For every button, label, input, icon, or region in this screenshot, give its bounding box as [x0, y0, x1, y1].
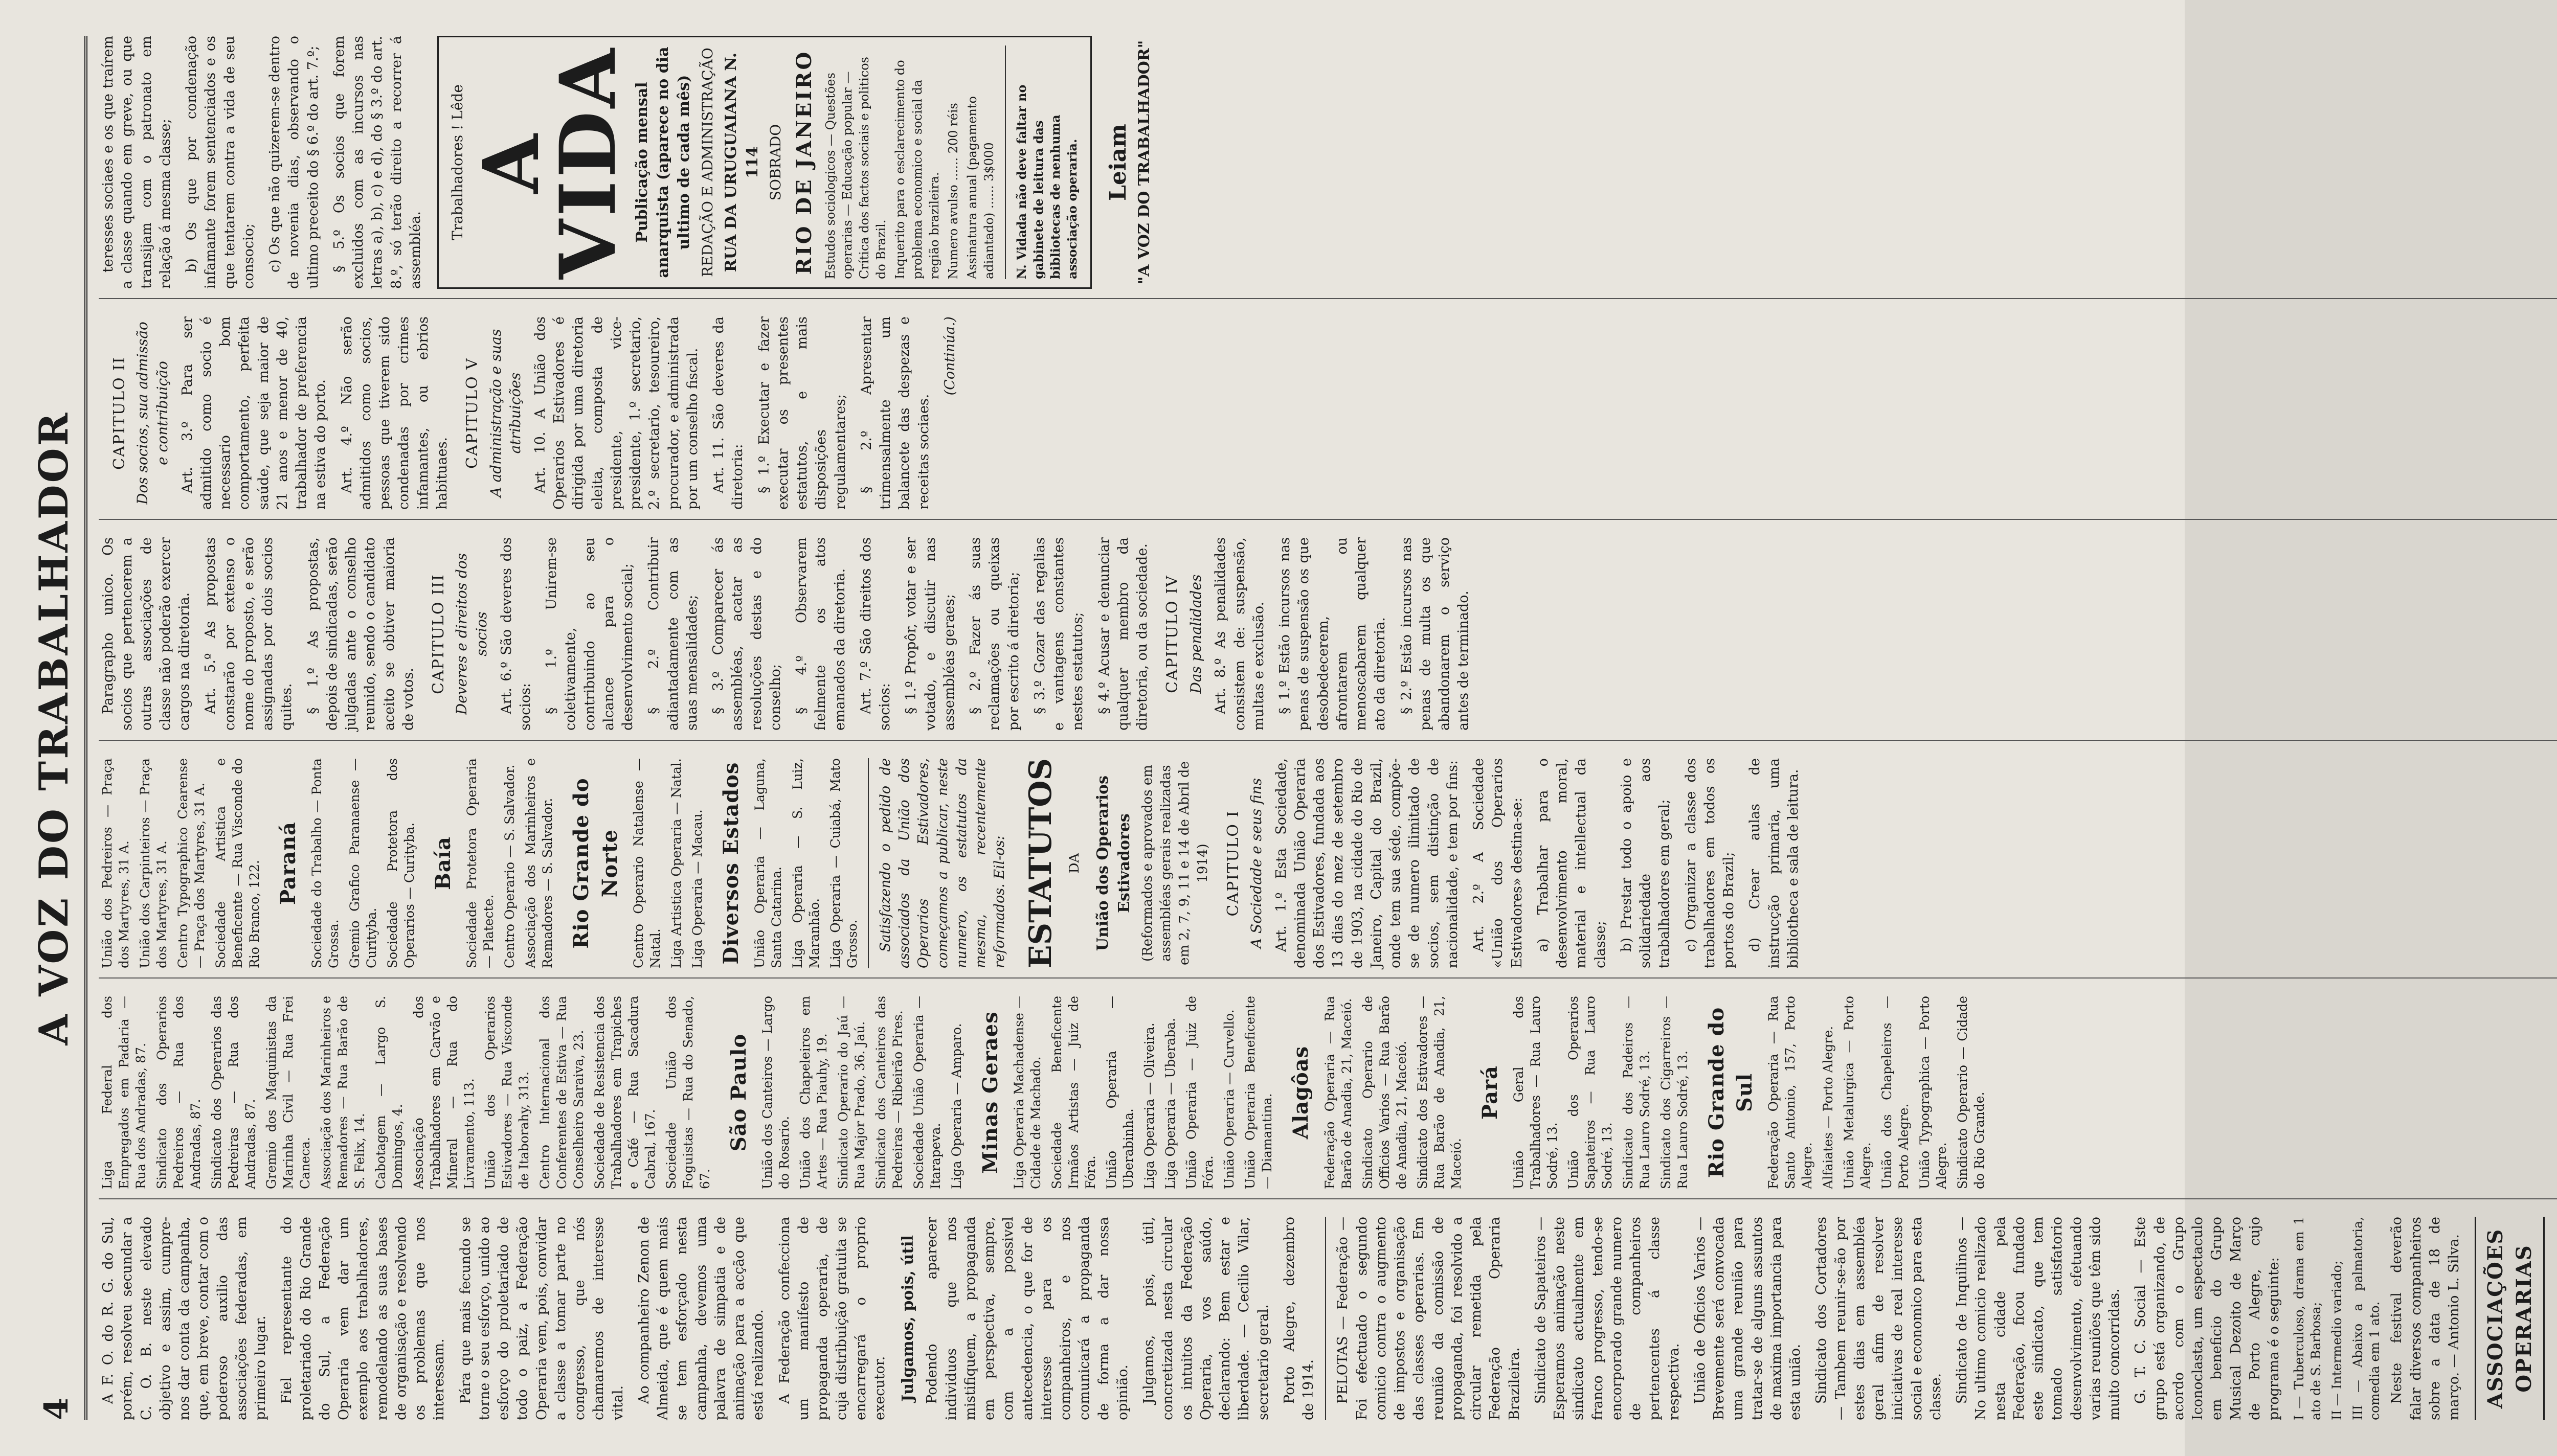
association-item: Liga Operaria Machadense — Cidade de Machado. [1012, 995, 1044, 1189]
paragraph: Sindicato dos Cortadores — Tambem reunir-se-ão por estes dias em assembléa geral afim de resolver iniciativas de real interesse social e economico para esta classe. [1813, 1216, 1944, 1420]
ad-tagline: Trabalhadores ! Lêde [449, 84, 466, 240]
ad-city: RIO DE JANEIRO [792, 50, 816, 275]
association-item: Centro Operario — S. Salvador. [502, 764, 518, 968]
statute-connector: DA [1067, 853, 1083, 874]
chapter-title: Dos socios, sua admissão e contribuição [134, 322, 171, 505]
article: § 2.º Apresentar trimensalmente um balancete das despezas e receitas sociaes. [858, 316, 932, 510]
association-item: Sindicato dos Operarios das Pedreiras — Rua dos Andradas, 87. [209, 995, 258, 1189]
region-heading: São Paulo [727, 1033, 751, 1152]
article: c) Organizar a classe dos trabalhadores em todos os portos do Brazil; [1683, 758, 1737, 968]
region-heading: Alagôas [1289, 1045, 1313, 1140]
paragraph: Podendo aparecer individuos que nos mistifiquem, a propaganda em perspectiva, sempre, com a possivel antecedencia, o que for de interesse para os companheiros, e nos comunicará a propaganda de forma a dar nossa opinião. [924, 1216, 1131, 1420]
article: § 1.º Executar e fazer executar os presentes estatutos, e mais disposições regulamentares; [756, 316, 848, 510]
region-heading: Rio Grande do Norte [569, 778, 622, 949]
ad-footer: N. Vidada não deve faltar no gabinete de leitura das bibliotecas de nenhuma associação operaria. [1014, 84, 1080, 280]
association-item: União dos Carpinteiros — Praça dos Martyres, 31 A. [138, 758, 169, 968]
chapter-heading: CAPITULO I [1224, 810, 1242, 917]
association-item: Federação Operaria — Rua Barão de Anadia, 21, Maceió. [1322, 995, 1354, 1189]
paragraph: Pára que mais fecundo se torne o seu esforço, unido ao esforço do proletariado de todo o paiz, a Federação Operaria vem, pois, convidar a classe a tomar parte no congresso, que nós chamaremos de interesse vital. [457, 1216, 626, 1420]
article-columns [99, 36, 2536, 1420]
chapter-heading: CAPITULO V [463, 357, 482, 469]
association-item: Sindicato dos Estivadores — Rua Barão de Anadia, 21, Maceió. [1415, 995, 1464, 1189]
statute-organization: União dos Operarios Estivadores [1094, 775, 1133, 951]
association-item: Gremio dos Maquinistas da Marinha Civil — Rua Frei Caneca. [264, 995, 312, 1189]
ad-sobrado: SOBRADO [767, 124, 784, 201]
association-item: União Operaria — Juiz de Fóra. [1184, 995, 1216, 1189]
chapter-title: Das penalidades [1187, 574, 1204, 694]
association-item: Sindicato Operario de Officios Varios — Rua Barão de Anadia, 21, Maceió. [1360, 995, 1409, 1189]
association-item: Sociedade Artistica e Beneficente — Rua Visconde do Rio Branco, 122. [213, 758, 262, 968]
paragraph: Sindicato de Inquilinos — No ultimo comicio realizado nesta cidade pela Federação, ficou fundado este sindicato, que tem tomado satisfatorio desenvolvimento, efetuando varias reuniões que têm sido muito concorridas. [1954, 1216, 2123, 1420]
article: Art. 8.º As penalidades consistem de: suspensão, multas e exclusão. [1213, 537, 1267, 731]
association-item: Liga Artistica Operaria — Natal. [668, 758, 684, 968]
leiam-heading: Leiam [1105, 124, 1131, 201]
continued-note: (Continúa.) [941, 316, 958, 396]
association-item: União Operaria — Uberabinha. [1104, 995, 1136, 1189]
association-item: Liga Operaria — Amparo. [949, 1023, 965, 1189]
association-item: Sindicato dos Cigarreiros — Rua Lauro Sodré, 13. [1658, 995, 1690, 1189]
association-item: Liga Federal dos Empregados em Padaria — Rua dos Andradas, 87. [100, 995, 148, 1189]
association-item: Sociedade Protetora dos Operarios — Curityba. [385, 758, 417, 968]
dateline: Porto Alegre, dezembro de 1914. [1281, 1216, 1317, 1420]
association-item: Sociedade União Operaria — Itarapeva. [911, 995, 944, 1189]
region-heading: Minas Geraes [978, 1011, 1003, 1174]
association-item: Associação dos Marinheiros e Remadores — Rua Barão de S. Felix, 14. [319, 995, 367, 1189]
newspaper-title: A VOZ DO TRABALHADOR [31, 411, 77, 1045]
divider [1325, 1217, 1326, 1420]
association-item: União Geral dos Trabalhadores — Rua Lauro Sodré, 13. [1511, 995, 1560, 1189]
article: § 1.º Unirem-se coletivamente, contribuindo ao seu alcance para o desenvolvimento social; [544, 537, 636, 731]
paragraph: G. T. C. Social — Este grupo está organizando, de acordo com o Grupo Iconoclasta, um espectaculo em beneficio do Grupo Musical Dezoito de Março de Porto Alegre, cujo programa é o seguinte: [2133, 1216, 2282, 1420]
association-item: União dos Chapeleiros em Artes — Rua Piauhy, 19. [798, 995, 830, 1189]
section-heading: Julgamos, pois, útil [899, 1235, 917, 1402]
chapter-title: A administração e suas atribuições [487, 329, 524, 497]
statute-title: ESTATUTOS [1022, 758, 1059, 968]
ad-title: A VIDA [466, 46, 633, 280]
divider [868, 758, 869, 968]
region-heading: Paraná [276, 822, 300, 905]
page-number: 4 [37, 1397, 76, 1420]
divider [1005, 46, 1006, 279]
association-item: Sindicato Operario do Jaú — Rua Major Prado, 36. Jaú. [836, 995, 868, 1189]
association-item: Sindicato dos Canteiros das Pedreiras — Ribeirão Pires. [873, 995, 906, 1189]
paragraph: A Federação confecciona um manifesto de propaganda operaria, de cuja distribuição gratuita se encarregará o proprio executor. [776, 1216, 888, 1420]
article: a) Trabalhar para o desenvolvimento moral, material e intellectual da classe; [1535, 758, 1608, 968]
association-item: União dos Pedreiros — Praça dos Martyres, 31 A. [100, 758, 131, 968]
article: Art. 11. São deveres da diretoria: [711, 316, 746, 510]
column-4 [99, 537, 2557, 741]
region-heading: Pará [1477, 1065, 1502, 1120]
paragraph: Ao companheiro Zenon de Almeida, que é quem mais se tem esforçado nesta campanha, devemos uma palavra de simpatia e de animação para a acção que está realizando. [636, 1216, 767, 1420]
association-item: União dos Operarios Estivadores — Rua Visconde de Itaborahy, 313. [483, 995, 531, 1189]
column-6 [99, 36, 2557, 299]
advertisement-a-vida [437, 36, 1092, 289]
paragraph: União de Oficios Varios — Brevemente será convocada uma grande reunião para tratar-se de alguns assuntos de maxima importancia para esta união. [1692, 1216, 1804, 1420]
column-3 [99, 758, 2557, 979]
association-item: Associação dos Trabalhadores em Carvão e Mineral — Rua do Livramento, 113. [411, 995, 477, 1189]
article: § 4.º Acusar e denunciar qualquer membro da diretoria, ou da sociedade. [1096, 537, 1151, 731]
article: c) Os que não quizerem-se dentro de novenia dias, observando o ultimo preceito do § 6.º do art. 7.º; [267, 36, 321, 289]
article: § 2.º Fazer ás suas reclamações ou queixas por escrito á diretoria; [968, 537, 1022, 731]
article: Art. 10. A União dos Operarios Estivadores é dirigida por uma diretoria eleita, composta de presidente, vice-presidente, 1.º secretario, 2.º secretario, tesoureiro, procurador, e administrada por um conselho fiscal. [532, 316, 701, 510]
association-item: Alfaiates — Porto Alegre. [1821, 1026, 1836, 1189]
association-item: União dos Operarios Sapateiros — Rua Lauro Sodré, 13. [1565, 995, 1614, 1189]
statute-note: (Reformados e aprovados em assembléas gerais realizadas em 2, 7, 9, 11 e 14 de Abril de 1914) [1140, 761, 1210, 965]
association-item: União Typographica — Porto Alegre. [1917, 995, 1949, 1189]
article: Paragrapho unico. Os socios que pertencerem a outras associações de classe não poderão exercer cargos na diretoria. [100, 537, 192, 731]
association-item: Centro Typographico Cearense — Praça dos Martyres, 31 A. [175, 758, 207, 968]
article: Art. 2.º A Sociedade «União dos Operarios Estivadores» destina-se: [1471, 758, 1525, 968]
ad-line: Estudos sociologicos — Questões operarias — Educação popular — Crítica dos factos sociais e politicos do Brazil. [823, 57, 889, 280]
article: § 1.º Estão incursos nas penas de suspensão os que desobedecerem, afrontarem ou menoscabarem qualquer ato da diretoria. [1277, 537, 1388, 731]
association-item: União Operaria Beneficente — Diamantina. [1243, 995, 1275, 1189]
chapter-heading: CAPITULO II [110, 356, 128, 470]
article: Art. 7.º São direitos dos socios: [858, 537, 893, 731]
association-item: Gremio Grafico Paranaense — Curityba. [347, 758, 379, 968]
article: Art. 5.º As propostas constarão por extenso o nome do proposto, e serão assignadas por dois socios quites. [203, 537, 295, 731]
chapter-heading: CAPITULO III [430, 574, 447, 694]
region-heading: Baía [431, 836, 456, 890]
association-item: União Operaria — Curvello. [1222, 1009, 1237, 1189]
association-item: Sindicato dos Operarios Pedreiros — Rua dos Andradas, 87. [154, 995, 203, 1189]
column-2 [99, 996, 2557, 1199]
section-banner: ASSOCIAÇÕES OPERARIAS [2475, 1217, 2544, 1420]
association-item: Associação dos Marinheiros e Remadores — S. Salvador. [523, 758, 555, 968]
ad-line: Inquerito para o esclarecimento do problema economico e social da região brazileira. [893, 60, 941, 280]
article: Art. 6.º São deveres dos socios: [498, 537, 533, 731]
association-item: União dos Chapeleiros — Porto Alegre. [1879, 995, 1912, 1189]
article: b) Os que por condenação infamante forem sentenciados e os que tentarem contra a vida de seu consocio; [184, 36, 257, 289]
paragraph: A F. O. do R. G. do Sul, porém, resolveu secundar a C. O. B. neste elevado objetivo e assim, cumpre-nos dar conta da campanha, que, em breve, contar com o poderoso auxilio das associações federadas, em primeiro lugar. [100, 1216, 268, 1420]
program-item: II — Intermedio variado; [2329, 1260, 2345, 1420]
article: Art. 4.º Não serão admitidos como socios, pessoas que tiverem sido condenadas por crimes infamantes, ou ebrios habituaes. [339, 316, 450, 510]
paragraph: Julgamos, pois, útil, concretizada nesta circular os intuitos da Federação Operaria, vos saúdo, declarando: Bem estar e liberdade. — Cecilio Vilar, secretario geral. [1141, 1216, 1271, 1420]
article: teresses sociaes e os que traírem a classe quando em greve, ou que transijam com o patronato em relação á mesma classe; [100, 36, 173, 289]
association-item: Liga Operaria — Oliveira. [1142, 1022, 1157, 1189]
association-item: Sociedade Protetora Operaria — Platecte. [464, 758, 497, 968]
association-item: Sociedade Beneficente Irmãos Artistas — Juiz de Fóra. [1049, 995, 1098, 1189]
article: § 3.º Comparecer ás assembléas, acatar as resoluções destas e do conselho; [710, 537, 783, 731]
association-item: União Metalurgica — Porto Alegre. [1842, 995, 1874, 1189]
article: § 2.º Contribuir adiantadamente com as suas mensalidades; [646, 537, 700, 731]
article: Art. 1.º Esta Sociedade, denominada União Operaria dos Estivadores, fundada aos 13 dias do mez de setembro de 1903, na cidade do Rio de Janeiro, Capital do Brazil, onde tem sua séde, compõe-se de numero ilimitado de socios, sem distinção de nacionalidade, e tem por fins: [1273, 758, 1461, 968]
article: § 3.º Gozar das regalias e vantagens constantes nestes estatutos; [1031, 537, 1086, 731]
chapter-title: A Sociedade e seus fins [1248, 778, 1265, 949]
association-item: Sindicato Operario — Cidade do Rio Grande. [1955, 995, 1987, 1189]
association-item: Liga Operaria — Macau. [689, 809, 705, 968]
column-5 [99, 316, 2557, 520]
paragraph: PELOTAS — Federação — Foi efectuado o segundo comicio contra o augmento de impostos e organisação das classes operarias. Em reunião da comissão de propaganda, foi resolvido a circular remetida pela Federação Operaria Brazileira. [1335, 1216, 1522, 1420]
masthead [31, 36, 87, 1420]
article: § 1.º Propôr, votar e ser votado, e discutir nas assembléas geraes; [903, 537, 957, 731]
association-item: Federação Operaria — Rua Santo Antonio, 157, Porto Alegre. [1766, 995, 1815, 1189]
article: § 1.º As propostas, depois de sindicadas, serão julgadas ante o conselho reunido, sendo o candidato aceito se obtiver maioria de votos. [305, 537, 416, 731]
leiam-subtitle: "A VOZ DO TRABALHADOR" [1135, 40, 1154, 285]
association-item: Sindicato dos Padeiros — Rua Lauro Sodré, 13. [1620, 995, 1652, 1189]
association-item: Centro Internacional dos Conferentes de Estiva — Rua Conselheiro Saraiva, 23. [537, 995, 586, 1189]
chapter-title: Deveres e direitos dos socios [453, 553, 490, 715]
editorial-note: Satisfazendo o pedido de associados da União dos Operarios Estivadores, começamos a publicar, neste numero, os estatutos da mesma, recentemente reformados. Eil-os: [877, 758, 1008, 968]
region-heading: Diversos Estados [719, 762, 743, 965]
article: § 4.º Observarem fielmente os atos emanados da diretoria. [794, 537, 848, 731]
paragraph: Neste festival deverão falar diversos companheiros sobre a data de 18 de março. — Antonio L. Silva. [2389, 1216, 2462, 1420]
association-item: Sociedade do Trabalho — Ponta Grossa. [309, 758, 342, 968]
paragraph: Sindicato de Sapateiros — Esperamos animação neste sindicato actualmente em franco progresso, tendo-se encorporado grande numero de companheiros pertencentes á classe respectiva. [1532, 1216, 1682, 1420]
association-item: Centro Operario Natalense — Natal. [631, 758, 663, 968]
association-item: União Operaria — Laguna, Santa Catarina. [752, 758, 784, 968]
association-item: Sociedade União dos Foguistas — Rua do Senado, 67. [664, 995, 712, 1189]
column-1 [99, 1217, 2557, 1420]
association-item: Liga Operaria — Cuiabá, Mato Grosso. [827, 758, 860, 968]
association-item: Liga Operaria — S. Luiz, Maranhão. [790, 758, 822, 968]
article: Art. 3.º Para ser admitido como socio é necessario bom comportamento, perfeita saúde, que seja maior de 21 anos e menor de 40, trabalhador de preferencia na estiva do porto. [179, 316, 329, 510]
association-item: Liga Operaria — Uberaba. [1163, 1018, 1178, 1189]
association-item: Sociedade de Resistencia dos Trabalhadores em Trapiches e Café — Rua Sacadura Cabral, 167. [592, 995, 658, 1189]
paragraph: Fiel representante do proletariado do Rio Grande do Sul, a Federação Operaria vem dar um exemplo aos trabalhadores, remodelando as suas bases de organisação e resolvendo os problemas que nos interessam. [279, 1216, 447, 1420]
article: d) Crear aulas de instrucção primaria, uma bibliotheca e sala de leitura. [1747, 758, 1801, 968]
association-item: União dos Canteiros — Largo do Rosario. [760, 995, 792, 1189]
ad-address: RUA DA URUGUAIANA N. 114 [722, 52, 761, 272]
article: § 5.º Os socios que forem excluidos com as incursos nas letras a), b), c) e d), do § 3.º do art. 8.º, só terão direito a recorrer á assembléa. [331, 36, 423, 289]
ad-redacao: REDAÇÃO E ADMINISTRAÇÃO [699, 48, 716, 277]
region-heading: Rio Grande do Sul [1704, 1007, 1757, 1178]
article: § 2.º Estão incursos nas penas de multa os que abandonarem o serviço antes de terminado. [1398, 537, 1472, 731]
article: b) Prestar todo o apoio e solidariedade aos trabalhadores em geral; [1618, 758, 1673, 968]
chapter-heading: CAPITULO IV [1163, 575, 1182, 693]
ad-price: Assinatura anual (pagamento adiantado) ...... 3$000 [965, 96, 996, 280]
association-item: Cabotagem — Largo S. Domingos, 4. [373, 995, 405, 1189]
program-item: I — Tuberculoso, drama em 1 ato de S. Barbosa; [2292, 1216, 2324, 1420]
program-item: III — Abaixo a palmatoria, comedia em 1 ato. [2350, 1216, 2383, 1420]
ad-price: Numero avulso ...... 200 réis [946, 103, 960, 280]
ad-subtitle: Publicação mensal anarquista (aparece no dia ultimo de cada mês) [633, 47, 693, 278]
